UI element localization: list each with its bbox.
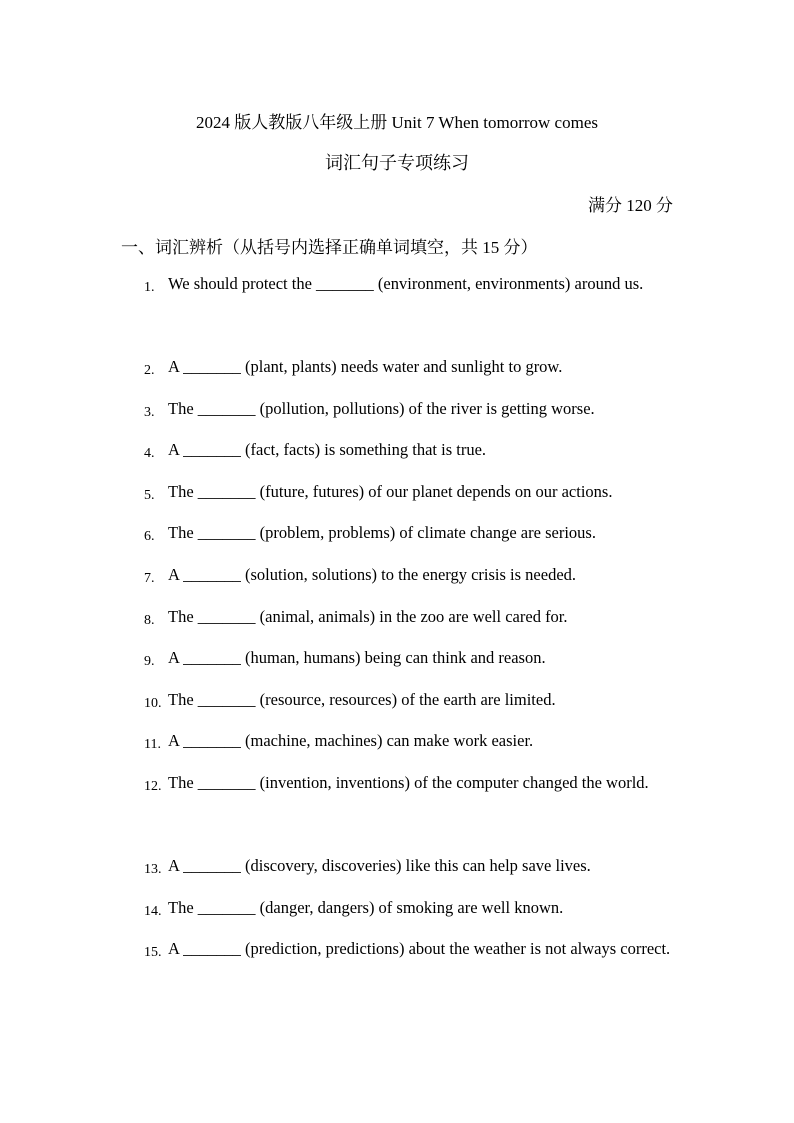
question-number: 13. <box>144 862 162 877</box>
question-item <box>0 845 794 875</box>
question-item <box>0 762 794 792</box>
question-text: A _______ (human, humans) being can think and reason. <box>168 648 546 667</box>
question-text: A _______ (machine, machines) can make work easier. <box>168 731 534 750</box>
question-number: 12. <box>144 779 162 794</box>
question-text: A _______ (solution, solutions) to the energy crisis is needed. <box>168 565 577 584</box>
document-title: 2024 版人教版八年级上册 Unit 7 When tomorrow comes <box>196 113 598 132</box>
question-number: 7. <box>144 571 155 586</box>
question-text: The _______ (future, futures) of our planet depends on our actions. <box>168 482 613 501</box>
question-item <box>0 887 794 917</box>
question-number: 2. <box>144 363 155 378</box>
question-text: The _______ (invention, inventions) of the computer changed the world. <box>168 773 649 792</box>
question-item <box>0 388 794 418</box>
question-text: The _______ (pollution, pollutions) of the river is getting worse. <box>168 399 595 418</box>
question-number: 8. <box>144 613 155 628</box>
question-item <box>0 263 794 293</box>
question-number: 11. <box>144 737 161 752</box>
total-score: 满分 120 分 <box>588 196 673 215</box>
question-text: The _______ (animal, animals) in the zoo are well cared for. <box>168 607 568 626</box>
section-heading: 一、词汇辨析（从括号内选择正确单词填空，共 15 分） <box>121 238 538 257</box>
question-item <box>0 720 794 750</box>
question-item <box>0 429 794 459</box>
question-text: A _______ (fact, facts) is something that is true. <box>168 440 487 459</box>
question-number: 3. <box>144 405 155 420</box>
question-item <box>0 928 794 958</box>
question-text: A _______ (discovery, discoveries) like this can help save lives. <box>168 856 591 875</box>
question-item <box>0 679 794 709</box>
question-number: 1. <box>144 280 155 295</box>
question-number: 6. <box>144 529 155 544</box>
question-text: We should protect the _______ (environment, environments) around us. <box>168 274 644 293</box>
question-item <box>0 637 794 667</box>
question-number: 15. <box>144 945 162 960</box>
question-item <box>0 346 794 376</box>
question-item <box>0 471 794 501</box>
question-item <box>0 512 794 542</box>
question-text: The _______ (resource, resources) of the earth are limited. <box>168 690 556 709</box>
question-text: A _______ (plant, plants) needs water and sunlight to grow. <box>168 357 563 376</box>
question-number: 14. <box>144 904 162 919</box>
question-number: 10. <box>144 696 162 711</box>
document-subtitle: 词汇句子专项练习 <box>325 153 469 173</box>
question-text: The _______ (problem, problems) of climate change are serious. <box>168 523 596 542</box>
question-item <box>0 596 794 626</box>
question-text: The _______ (danger, dangers) of smoking are well known. <box>168 898 564 917</box>
question-number: 9. <box>144 654 155 669</box>
question-number: 4. <box>144 446 155 461</box>
question-item <box>0 554 794 584</box>
question-text: A _______ (prediction, predictions) about the weather is not always correct. <box>168 939 671 958</box>
question-number: 5. <box>144 488 155 503</box>
